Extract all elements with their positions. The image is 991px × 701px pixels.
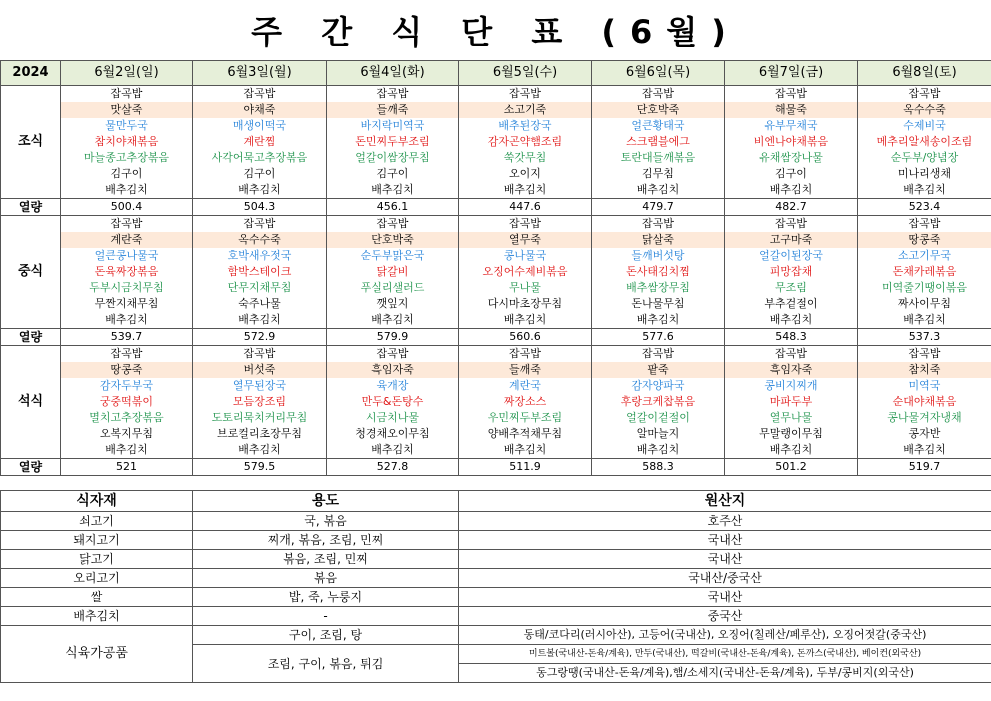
menu-item: 들깨죽	[459, 362, 592, 378]
calorie-value: 588.3	[592, 459, 725, 476]
meal-row	[1, 264, 991, 280]
menu-item: 함박스테이크	[193, 264, 327, 280]
menu-item: 배추김치	[858, 312, 991, 329]
menu-item: 김구이	[725, 166, 858, 182]
meal-row	[1, 362, 991, 378]
menu-item: 시금치나물	[327, 410, 459, 426]
menu-item: 잡곡밥	[592, 346, 725, 363]
origin-row	[1, 588, 991, 607]
menu-item: 도토리묵치커리무침	[193, 410, 327, 426]
menu-item: 배추김치	[592, 312, 725, 329]
origin-usage: 볶음	[193, 569, 459, 588]
day-header: 6월4일(화)	[327, 61, 459, 86]
meal-row	[1, 378, 991, 394]
calorie-row	[1, 199, 991, 216]
origin-origin: 국내산	[459, 550, 991, 569]
menu-item: 배추김치	[327, 312, 459, 329]
menu-item: 잡곡밥	[327, 86, 459, 103]
menu-item: 바지락미역국	[327, 118, 459, 134]
menu-item: 무짠지채무침	[61, 296, 193, 312]
menu-item: 열무된장국	[193, 378, 327, 394]
calorie-value: 482.7	[725, 199, 858, 216]
origin-header-usage: 용도	[193, 491, 459, 512]
menu-item: 잡곡밥	[725, 216, 858, 233]
menu-item: 순두부/양념장	[858, 150, 991, 166]
meal-row	[1, 280, 991, 296]
calorie-label: 열량	[1, 329, 61, 346]
menu-item: 배추김치	[725, 182, 858, 199]
year-cell: 2024	[1, 61, 61, 86]
menu-item: 양배추적채무침	[459, 426, 592, 442]
menu-item: 김구이	[61, 166, 193, 182]
origin-usage: 찌개, 볶음, 조림, 민찌	[193, 531, 459, 550]
menu-item: 배추김치	[459, 182, 592, 199]
origin-origin: 국내산	[459, 588, 991, 607]
menu-item: 콩자반	[858, 426, 991, 442]
menu-item: 두부시금치무침	[61, 280, 193, 296]
menu-item: 만두&돈탕수	[327, 394, 459, 410]
calorie-value: 572.9	[193, 329, 327, 346]
meal-row	[1, 442, 991, 459]
menu-item: 열무나물	[725, 410, 858, 426]
calorie-value: 548.3	[725, 329, 858, 346]
menu-item: 깻잎지	[327, 296, 459, 312]
meal-row	[1, 312, 991, 329]
menu-item: 야채죽	[193, 102, 327, 118]
menu-item: 잡곡밥	[592, 216, 725, 233]
menu-item: 마파두부	[725, 394, 858, 410]
header-row	[1, 61, 991, 86]
calorie-value: 523.4	[858, 199, 991, 216]
origin-row	[1, 607, 991, 626]
menu-item: 푸실리샐러드	[327, 280, 459, 296]
calorie-value: 456.1	[327, 199, 459, 216]
menu-item: 들깨죽	[327, 102, 459, 118]
menu-item: 스크램블에그	[592, 134, 725, 150]
menu-item: 잡곡밥	[61, 86, 193, 103]
menu-item: 물만두국	[61, 118, 193, 134]
menu-item: 돈사태김치찜	[592, 264, 725, 280]
calorie-value: 447.6	[459, 199, 592, 216]
menu-item: 배추된장국	[459, 118, 592, 134]
menu-item: 돈채카레볶음	[858, 264, 991, 280]
calorie-value: 579.9	[327, 329, 459, 346]
calorie-value: 577.6	[592, 329, 725, 346]
menu-item: 콩나물국	[459, 248, 592, 264]
menu-item: 참치죽	[858, 362, 991, 378]
menu-item: 잡곡밥	[459, 346, 592, 363]
meal-row	[1, 182, 991, 199]
menu-item: 오징어수제비볶음	[459, 264, 592, 280]
menu-item: 잡곡밥	[193, 346, 327, 363]
menu-item: 잡곡밥	[725, 346, 858, 363]
meal-label: 조식	[1, 86, 61, 199]
menu-item: 잡곡밥	[327, 346, 459, 363]
menu-item: 모듬장조림	[193, 394, 327, 410]
origin-header-ingredient: 식자재	[1, 491, 193, 512]
calorie-label: 열량	[1, 459, 61, 476]
meal-row	[1, 102, 991, 118]
origin-ingredient: 쌀	[1, 588, 193, 607]
calorie-value: 539.7	[61, 329, 193, 346]
origin-header-origin: 원산지	[459, 491, 991, 512]
origin-usage: 조림, 구이, 볶음, 튀김	[193, 645, 459, 683]
origin-usage: 볶음, 조림, 민찌	[193, 550, 459, 569]
menu-item: 단무지채무침	[193, 280, 327, 296]
calorie-row	[1, 459, 991, 476]
origin-row	[1, 569, 991, 588]
calorie-value: 521	[61, 459, 193, 476]
menu-item: 김구이	[193, 166, 327, 182]
origin-origin: 호주산	[459, 512, 991, 531]
day-header: 6월7일(금)	[725, 61, 858, 86]
menu-item: 얼갈이쌈장무침	[327, 150, 459, 166]
menu-item: 계란찜	[193, 134, 327, 150]
origin-usage: 밥, 죽, 누룽지	[193, 588, 459, 607]
menu-item: 배추김치	[725, 442, 858, 459]
menu-item: 계란죽	[61, 232, 193, 248]
menu-item: 무조림	[725, 280, 858, 296]
menu-item: 배추김치	[725, 312, 858, 329]
menu-item: 잡곡밥	[459, 86, 592, 103]
calorie-value: 479.7	[592, 199, 725, 216]
menu-item: 숙주나물	[193, 296, 327, 312]
menu-item: 배추김치	[193, 442, 327, 459]
menu-item: 토란대들깨볶음	[592, 150, 725, 166]
menu-item: 미역국	[858, 378, 991, 394]
meal-row	[1, 166, 991, 182]
day-header: 6월8일(토)	[858, 61, 991, 86]
meal-row	[1, 426, 991, 442]
menu-item: 오이지	[459, 166, 592, 182]
menu-item: 팥죽	[592, 362, 725, 378]
menu-item: 미나리생채	[858, 166, 991, 182]
meal-row	[1, 410, 991, 426]
menu-item: 옥수수죽	[193, 232, 327, 248]
menu-item: 배추김치	[858, 442, 991, 459]
calorie-value: 560.6	[459, 329, 592, 346]
origin-usage: 국, 볶음	[193, 512, 459, 531]
meal-label: 중식	[1, 216, 61, 329]
menu-item: 배추김치	[61, 312, 193, 329]
menu-item: 피망잡채	[725, 264, 858, 280]
calorie-row	[1, 329, 991, 346]
menu-item: 감자양파국	[592, 378, 725, 394]
menu-item: 들깨버섯탕	[592, 248, 725, 264]
menu-item: 마늘종고추장볶음	[61, 150, 193, 166]
menu-item: 돈육짜장볶음	[61, 264, 193, 280]
calorie-value: 519.7	[858, 459, 991, 476]
calorie-value: 579.5	[193, 459, 327, 476]
origin-origin: 동그랑땡(국내산-돈육/계육),햄/소세지(국내산-돈육/계육), 두부/콩비지(외국산)	[459, 664, 991, 683]
menu-item: 돈나물무침	[592, 296, 725, 312]
menu-item: 배추김치	[327, 442, 459, 459]
menu-item: 흑임자죽	[327, 362, 459, 378]
menu-item: 흑임자죽	[725, 362, 858, 378]
meal-row	[1, 248, 991, 264]
menu-item: 무나물	[459, 280, 592, 296]
menu-item: 궁중떡볶이	[61, 394, 193, 410]
menu-item: 해물죽	[725, 102, 858, 118]
menu-item: 닭살죽	[592, 232, 725, 248]
menu-item: 육개장	[327, 378, 459, 394]
origin-ingredient: 오리고기	[1, 569, 193, 588]
origin-ingredient: 배추김치	[1, 607, 193, 626]
menu-item: 돈민찌두부조림	[327, 134, 459, 150]
menu-item: 계란국	[459, 378, 592, 394]
menu-item: 무말랭이무침	[725, 426, 858, 442]
meal-row	[1, 118, 991, 134]
menu-item: 배추김치	[459, 312, 592, 329]
menu-item: 배추김치	[61, 182, 193, 199]
day-header: 6월3일(월)	[193, 61, 327, 86]
menu-item: 옥수수죽	[858, 102, 991, 118]
origin-table	[0, 490, 991, 683]
origin-ingredient: 돼지고기	[1, 531, 193, 550]
menu-item: 다시마초장무침	[459, 296, 592, 312]
menu-item: 메추리알새송이조림	[858, 134, 991, 150]
menu-item: 단호박죽	[592, 102, 725, 118]
calorie-value: 511.9	[459, 459, 592, 476]
menu-item: 짜장소스	[459, 394, 592, 410]
menu-item: 잡곡밥	[858, 216, 991, 233]
menu-item: 땅콩죽	[61, 362, 193, 378]
menu-item: 배추김치	[459, 442, 592, 459]
meal-row	[1, 296, 991, 312]
menu-item: 감자곤약햄조림	[459, 134, 592, 150]
menu-item: 배추쌈장무침	[592, 280, 725, 296]
page-title: 주 간 식 단 표 (6월)	[251, 13, 740, 51]
menu-item: 콩비지찌개	[725, 378, 858, 394]
menu-item: 매생이떡국	[193, 118, 327, 134]
menu-item: 순대야채볶음	[858, 394, 991, 410]
calorie-value: 527.8	[327, 459, 459, 476]
menu-item: 비엔나야채볶음	[725, 134, 858, 150]
origin-origin: 중국산	[459, 607, 991, 626]
menu-item: 배추김치	[193, 312, 327, 329]
menu-item: 잡곡밥	[61, 216, 193, 233]
menu-item: 잡곡밥	[592, 86, 725, 103]
menu-item: 얼큰콩나물국	[61, 248, 193, 264]
menu-item: 호박새우젓국	[193, 248, 327, 264]
menu-item: 잡곡밥	[858, 346, 991, 363]
menu-item: 잡곡밥	[193, 216, 327, 233]
menu-item: 우민찌두부조림	[459, 410, 592, 426]
menu-item: 수제비국	[858, 118, 991, 134]
calorie-label: 열량	[1, 199, 61, 216]
origin-row	[1, 626, 991, 645]
menu-item: 짜사이무침	[858, 296, 991, 312]
menu-item: 잡곡밥	[193, 86, 327, 103]
calorie-value: 504.3	[193, 199, 327, 216]
menu-item: 배추김치	[61, 442, 193, 459]
origin-ingredient: 식육가공품	[1, 626, 193, 683]
menu-item: 열무죽	[459, 232, 592, 248]
menu-item: 단호박죽	[327, 232, 459, 248]
menu-item: 참치야채볶음	[61, 134, 193, 150]
menu-item: 배추김치	[592, 442, 725, 459]
menu-item: 얼갈이겉절이	[592, 410, 725, 426]
origin-header-row	[1, 491, 991, 512]
menu-item: 얼큰황태국	[592, 118, 725, 134]
menu-item: 유부무채국	[725, 118, 858, 134]
menu-item: 맛살죽	[61, 102, 193, 118]
menu-item: 소고기무국	[858, 248, 991, 264]
menu-item: 잡곡밥	[327, 216, 459, 233]
origin-origin: 국내산/중국산	[459, 569, 991, 588]
meal-row	[1, 134, 991, 150]
calorie-value: 537.3	[858, 329, 991, 346]
day-header: 6월6일(목)	[592, 61, 725, 86]
meal-label: 석식	[1, 346, 61, 459]
origin-ingredient: 닭고기	[1, 550, 193, 569]
menu-item: 브로컬리초장무침	[193, 426, 327, 442]
menu-item: 고구마죽	[725, 232, 858, 248]
meal-row	[1, 86, 991, 103]
menu-item: 배추김치	[592, 182, 725, 199]
menu-item: 배추김치	[193, 182, 327, 199]
origin-origin: 국내산	[459, 531, 991, 550]
menu-item: 김구이	[327, 166, 459, 182]
menu-item: 소고기죽	[459, 102, 592, 118]
menu-item: 잡곡밥	[61, 346, 193, 363]
origin-origin: 미트볼(국내산-돈육/계육), 만두(국내산), 떡갈비(국내산-돈육/계육), 돈까스(국내산), 베이컨(외국산)	[459, 645, 991, 664]
origin-origin: 동태/코다리(러시아산), 고등어(국내산), 오징어(칠레산/페루산), 오징어젓갈(중국산)	[459, 626, 991, 645]
origin-row	[1, 512, 991, 531]
weekly-menu-table	[0, 60, 991, 476]
menu-item: 배추김치	[858, 182, 991, 199]
menu-item: 얼갈이된장국	[725, 248, 858, 264]
calorie-value: 500.4	[61, 199, 193, 216]
menu-item: 멸치고추장볶음	[61, 410, 193, 426]
menu-item: 오복지무침	[61, 426, 193, 442]
meal-row	[1, 232, 991, 248]
menu-item: 배추김치	[327, 182, 459, 199]
menu-item: 감자두부국	[61, 378, 193, 394]
origin-usage: -	[193, 607, 459, 626]
menu-item: 닭갈비	[327, 264, 459, 280]
meal-row	[1, 394, 991, 410]
day-header: 6월5일(수)	[459, 61, 592, 86]
calorie-value: 501.2	[725, 459, 858, 476]
origin-usage: 구이, 조림, 탕	[193, 626, 459, 645]
menu-item: 김무침	[592, 166, 725, 182]
menu-item: 알마늘지	[592, 426, 725, 442]
meal-row	[1, 216, 991, 233]
menu-item: 쑥갓무침	[459, 150, 592, 166]
origin-ingredient: 쇠고기	[1, 512, 193, 531]
day-header: 6월2일(일)	[61, 61, 193, 86]
menu-item: 땅콩죽	[858, 232, 991, 248]
menu-item: 버섯죽	[193, 362, 327, 378]
menu-item: 잡곡밥	[725, 86, 858, 103]
menu-item: 콩나물겨자냉채	[858, 410, 991, 426]
menu-item: 유채쌈장나물	[725, 150, 858, 166]
meal-row	[1, 346, 991, 363]
menu-item: 청경채오이무침	[327, 426, 459, 442]
menu-item: 부추겉절이	[725, 296, 858, 312]
menu-item: 순두부맑은국	[327, 248, 459, 264]
menu-item: 미역줄기땡이볶음	[858, 280, 991, 296]
menu-item: 잡곡밥	[459, 216, 592, 233]
menu-item: 후랑크케찹볶음	[592, 394, 725, 410]
origin-row	[1, 531, 991, 550]
menu-item: 잡곡밥	[858, 86, 991, 103]
origin-row	[1, 550, 991, 569]
menu-item: 사각어묵고추장볶음	[193, 150, 327, 166]
meal-row	[1, 150, 991, 166]
